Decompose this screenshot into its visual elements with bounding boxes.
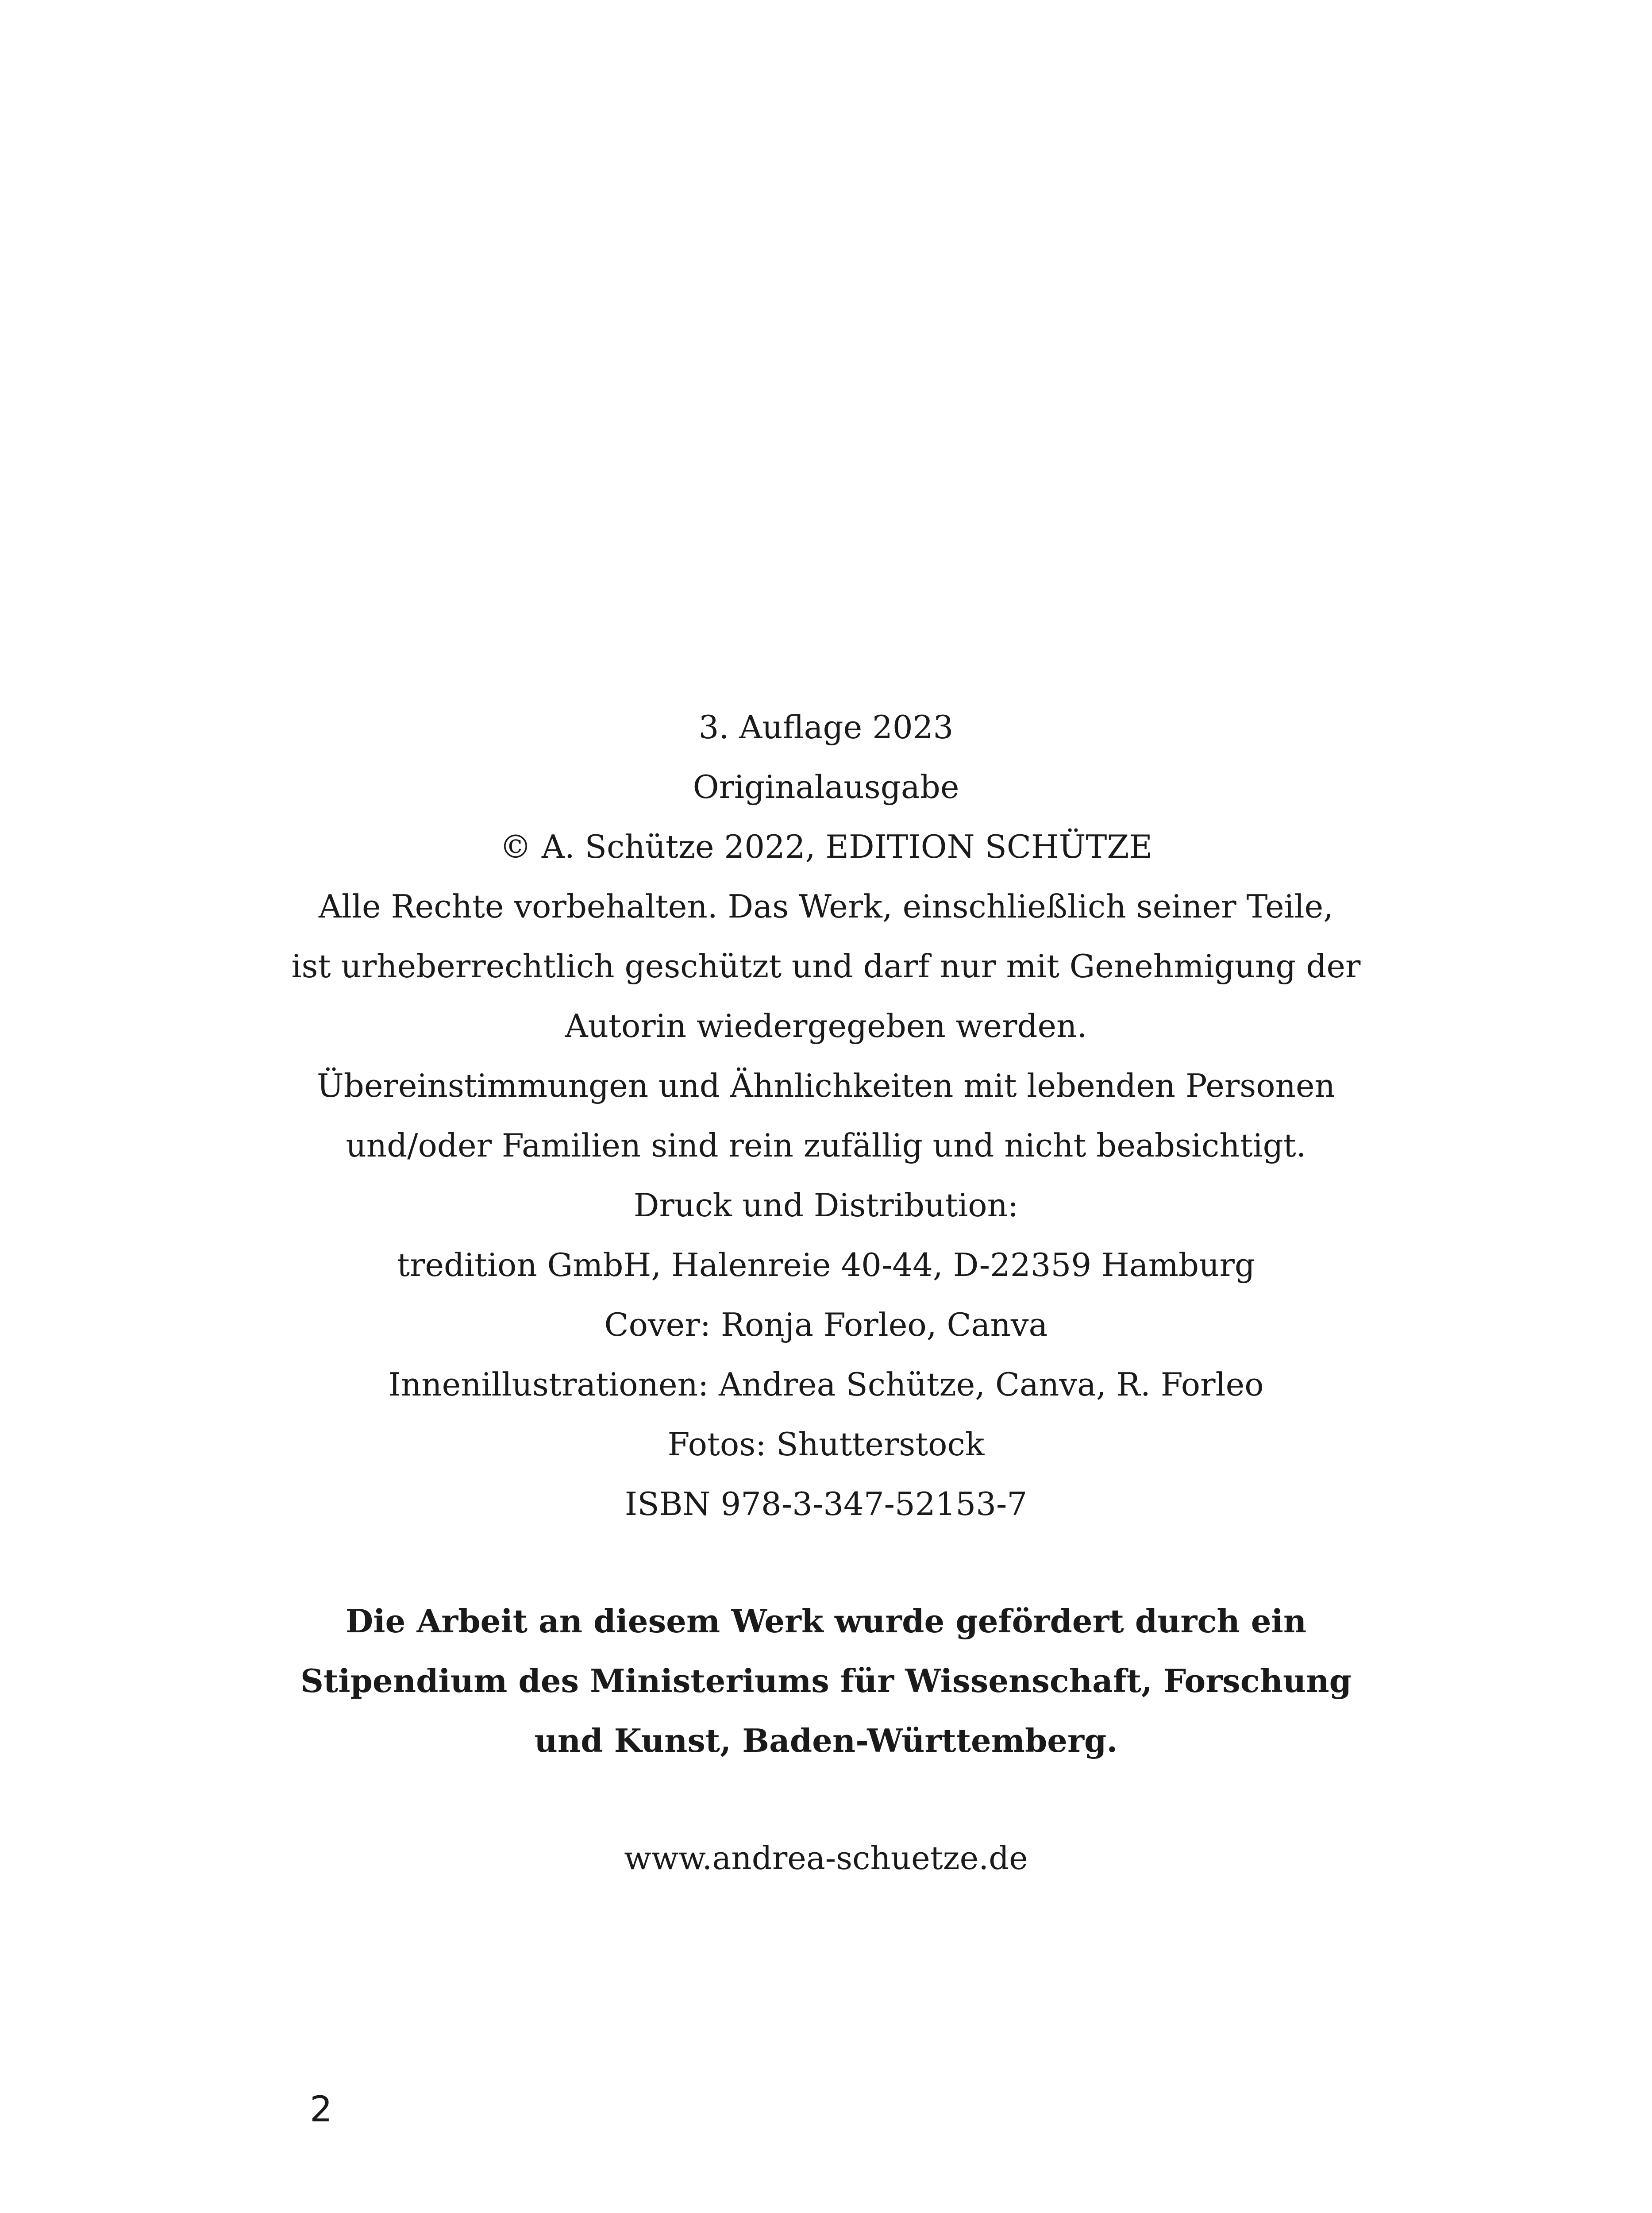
rights-line: Alle Rechte vorbehalten. Das Werk, einschließlich seiner Teile, bbox=[318, 888, 1334, 925]
website-link: www.andrea-schuetze.de bbox=[624, 1839, 1028, 1877]
copyright-line: © A. Schütze 2022, EDITION SCHÜTZE bbox=[499, 828, 1152, 865]
rights-line: ist urheberrechtlich geschützt und darf nur mit Genehmigung der bbox=[291, 948, 1361, 985]
page-number: 2 bbox=[310, 2089, 332, 2130]
original-edition-line: Originalausgabe bbox=[693, 768, 959, 806]
disclaimer-line: Übereinstimmungen und Ähnlichkeiten mit lebenden Personen bbox=[317, 1067, 1335, 1104]
funding-note-line: und Kunst, Baden-Württemberg. bbox=[534, 1722, 1118, 1759]
rights-line: Autorin wiedergegeben werden. bbox=[565, 1007, 1087, 1045]
edition-line: 3. Auflage 2023 bbox=[698, 709, 954, 746]
isbn-line: ISBN 978-3-347-52153-7 bbox=[624, 1485, 1028, 1523]
illustrations-credit: Innenillustrationen: Andrea Schütze, Canva, R. Forleo bbox=[388, 1366, 1264, 1403]
cover-credit: Cover: Ronja Forleo, Canva bbox=[604, 1306, 1048, 1343]
photos-credit: Fotos: Shutterstock bbox=[667, 1426, 985, 1463]
disclaimer-line: und/oder Familien sind rein zufällig und nicht beabsichtigt. bbox=[346, 1127, 1306, 1164]
print-distribution-heading: Druck und Distribution: bbox=[633, 1187, 1019, 1224]
funding-note-line: Stipendium des Ministeriums für Wissenschaft, Forschung bbox=[300, 1662, 1352, 1700]
printer-address: tredition GmbH, Halenreie 40-44, D-22359 Hamburg bbox=[397, 1246, 1255, 1284]
funding-note-line: Die Arbeit an diesem Werk wurde gefördert durch ein bbox=[345, 1602, 1307, 1640]
